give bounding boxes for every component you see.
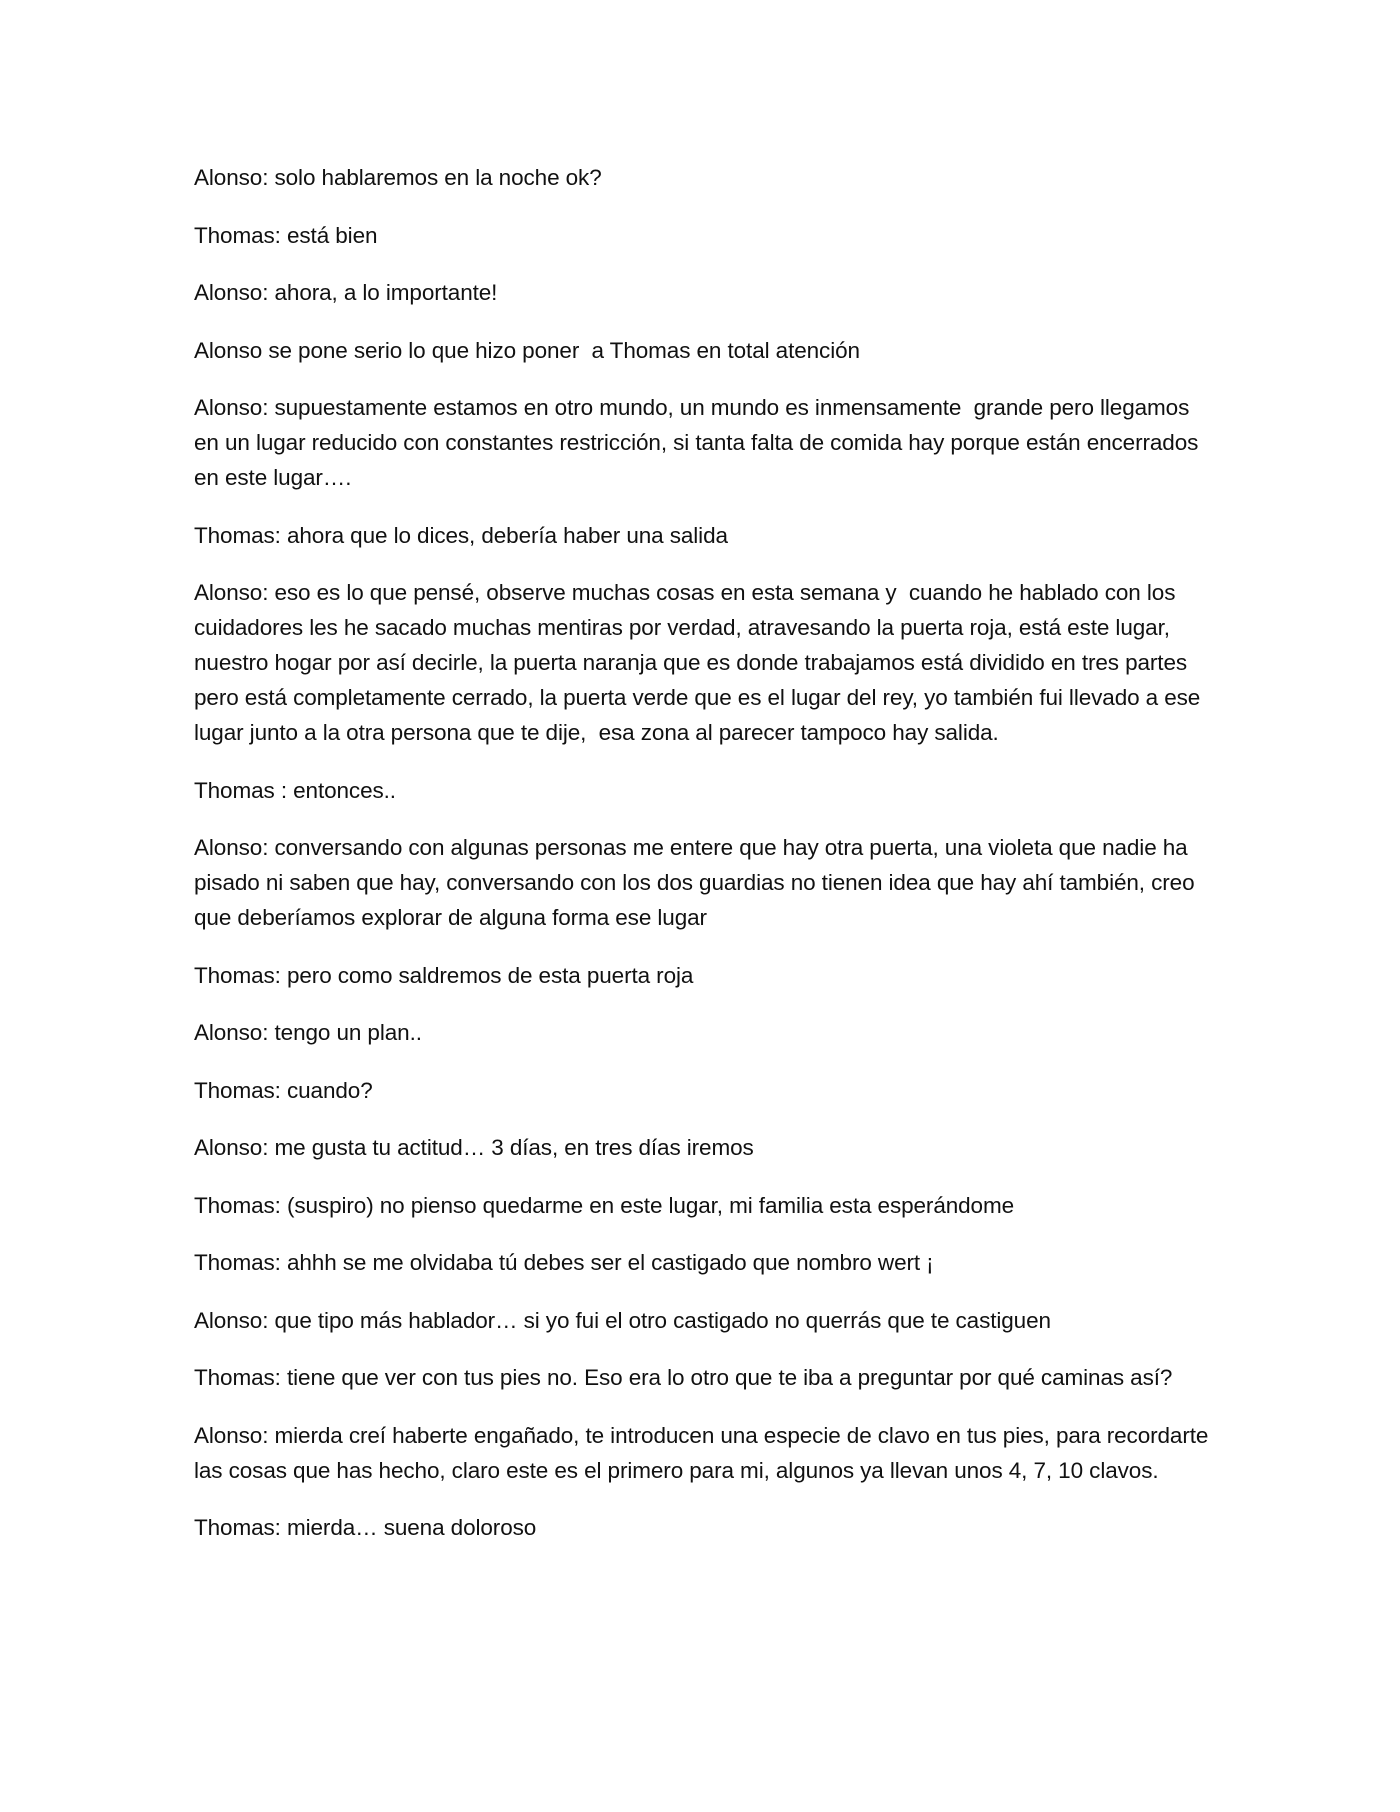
dialogue-line: Thomas: (suspiro) no pienso quedarme en este lugar, mi familia esta esperándome <box>194 1192 1015 1218</box>
dialogue-line: Alonso: ahora, a lo importante! <box>194 280 498 305</box>
narration-line: Alonso se pone serio lo que hizo poner a Thomas en total atención <box>194 337 860 363</box>
dialogue-line: Thomas: cuando? <box>194 1077 373 1103</box>
dialogue-line: Alonso: conversando con algunas personas me entere que hay otra puerta, una violeta que nadie ha pisado ni saben que hay, conversando con los dos guardias no tienen idea que hay ahí también, creo que deberíamos explorar de alguna forma ese lugar <box>194 835 1201 930</box>
dialogue-line: Alonso: eso es lo que pensé, observe muchas cosas en esta semana y cuando he hablado con los cuidadores les he sacado muchas mentiras por verdad, atravesando la puerta roja, está este lugar, nuestro hogar por así decirle, la puerta naranja que es donde trabajamos está dividido en tres partes pero está completamente cerrado, la puerta verde que es el lugar del rey, yo también fui llevado a ese lugar junto a la otra persona que te dije, esa zona al parecer tampoco hay salida. <box>194 580 1207 745</box>
dialogue-line: Alonso: me gusta tu actitud… 3 días, en tres días iremos <box>194 1135 754 1160</box>
dialogue-line: Thomas: ahora que lo dices, debería haber una salida <box>194 522 728 548</box>
dialogue-line: Thomas: ahhh se me olvidaba tú debes ser el castigado que nombro wert ¡ <box>194 1250 934 1275</box>
dialogue-line: Thomas: tiene que ver con tus pies no. Eso era lo otro que te iba a preguntar por qué caminas así? <box>194 1365 1173 1390</box>
dialogue-line: Alonso: tengo un plan.. <box>194 1020 422 1045</box>
dialogue-line: Alonso: supuestamente estamos en otro mundo, un mundo es inmensamente grande pero llegamos en un lugar reducido con constantes restricción, si tanta falta de comida hay porque están encerrados en este lugar…. <box>194 395 1205 490</box>
dialogue-line: Alonso: solo hablaremos en la noche ok? <box>194 165 602 190</box>
dialogue-line: Thomas: pero como saldremos de esta puerta roja <box>194 962 694 988</box>
dialogue-line: Thomas : entonces.. <box>194 777 396 803</box>
dialogue-line: Alonso: mierda creí haberte engañado, te introducen una especie de clavo en tus pies, para recordarte las cosas que has hecho, claro este es el primero para mi, algunos ya llevan unos 4, 7, 10 clavos. <box>194 1422 1215 1483</box>
document-body <box>194 160 1214 1568</box>
dialogue-line: Alonso: que tipo más hablador… si yo fui el otro castigado no querrás que te castiguen <box>194 1307 1051 1333</box>
dialogue-line: Thomas: mierda… suena doloroso <box>194 1515 537 1540</box>
dialogue-line: Thomas: está bien <box>194 222 378 248</box>
